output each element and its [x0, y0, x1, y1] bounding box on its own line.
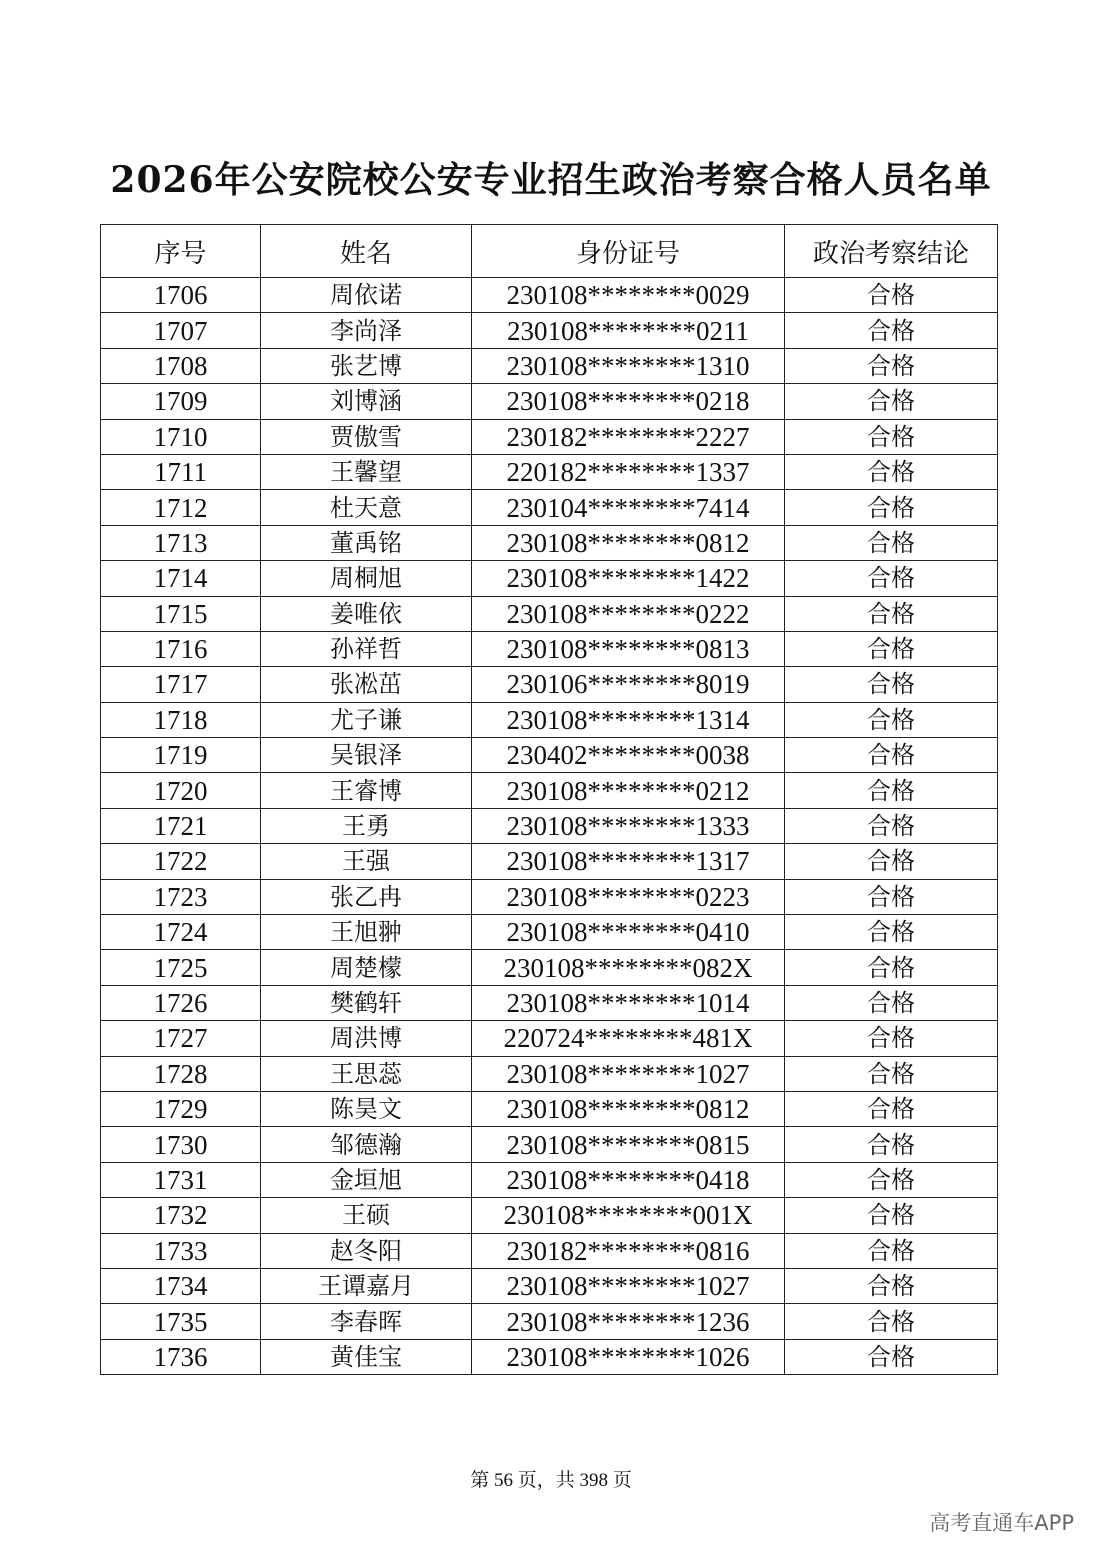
- cell-serial-number: 1707: [101, 313, 261, 348]
- cell-name: 周依诺: [261, 278, 472, 313]
- table-row: [101, 631, 998, 666]
- cell-political-review-result: 合格: [785, 1021, 998, 1056]
- cell-serial-number: 1715: [101, 596, 261, 631]
- cell-serial-number: 1706: [101, 278, 261, 313]
- table-row: [101, 1127, 998, 1162]
- cell-serial-number: 1719: [101, 738, 261, 773]
- cell-id-number: 230108********082X: [472, 950, 785, 985]
- table-row: [101, 667, 998, 702]
- cell-serial-number: 1736: [101, 1339, 261, 1374]
- cell-name: 张凇茁: [261, 667, 472, 702]
- table-row: [101, 1091, 998, 1126]
- cell-name: 赵冬阳: [261, 1233, 472, 1268]
- header-name: 姓名: [261, 225, 472, 278]
- table-row: [101, 1233, 998, 1268]
- cell-name: 黄佳宝: [261, 1339, 472, 1374]
- cell-name: 吴银泽: [261, 738, 472, 773]
- cell-name: 尤子谦: [261, 702, 472, 737]
- cell-name: 金垣旭: [261, 1162, 472, 1197]
- cell-serial-number: 1729: [101, 1091, 261, 1126]
- cell-name: 杜天意: [261, 490, 472, 525]
- cell-political-review-result: 合格: [785, 738, 998, 773]
- cell-political-review-result: 合格: [785, 1198, 998, 1233]
- cell-political-review-result: 合格: [785, 525, 998, 560]
- cell-id-number: 230108********0218: [472, 384, 785, 419]
- cell-id-number: 230104********7414: [472, 490, 785, 525]
- page-number: 第 56 页，共 398 页: [470, 1470, 632, 1491]
- table-row: [101, 1056, 998, 1091]
- header-political-review-result: 政治考察结论: [785, 225, 998, 278]
- cell-political-review-result: 合格: [785, 808, 998, 843]
- cell-id-number: 230182********0816: [472, 1233, 785, 1268]
- cell-serial-number: 1716: [101, 631, 261, 666]
- cell-political-review-result: 合格: [785, 1304, 998, 1339]
- cell-serial-number: 1731: [101, 1162, 261, 1197]
- cell-serial-number: 1723: [101, 879, 261, 914]
- cell-serial-number: 1733: [101, 1233, 261, 1268]
- table-row: [101, 844, 998, 879]
- table-row: [101, 454, 998, 489]
- cell-political-review-result: 合格: [785, 419, 998, 454]
- cell-name: 姜唯依: [261, 596, 472, 631]
- cell-id-number: 230108********0815: [472, 1127, 785, 1162]
- cell-serial-number: 1721: [101, 808, 261, 843]
- table-row: [101, 348, 998, 383]
- cell-name: 王思蕊: [261, 1056, 472, 1091]
- header-id-number: 身份证号: [472, 225, 785, 278]
- table-row: [101, 384, 998, 419]
- cell-serial-number: 1725: [101, 950, 261, 985]
- cell-political-review-result: 合格: [785, 1162, 998, 1197]
- cell-political-review-result: 合格: [785, 384, 998, 419]
- cell-political-review-result: 合格: [785, 631, 998, 666]
- cell-name: 邹德瀚: [261, 1127, 472, 1162]
- cell-political-review-result: 合格: [785, 596, 998, 631]
- cell-name: 周桐旭: [261, 561, 472, 596]
- cell-serial-number: 1724: [101, 915, 261, 950]
- cell-name: 张乙冉: [261, 879, 472, 914]
- table-body: [101, 278, 998, 1375]
- cell-political-review-result: 合格: [785, 1056, 998, 1091]
- cell-id-number: 230108********0418: [472, 1162, 785, 1197]
- cell-id-number: 230108********0812: [472, 525, 785, 560]
- cell-political-review-result: 合格: [785, 879, 998, 914]
- cell-id-number: 230108********1027: [472, 1056, 785, 1091]
- table-row: [101, 1268, 998, 1303]
- cell-name: 王睿博: [261, 773, 472, 808]
- cell-serial-number: 1718: [101, 702, 261, 737]
- cell-political-review-result: 合格: [785, 561, 998, 596]
- cell-id-number: 230108********1422: [472, 561, 785, 596]
- cell-serial-number: 1722: [101, 844, 261, 879]
- cell-id-number: 230108********1236: [472, 1304, 785, 1339]
- cell-id-number: 230108********0813: [472, 631, 785, 666]
- cell-id-number: 230108********0223: [472, 879, 785, 914]
- cell-id-number: 230108********0410: [472, 915, 785, 950]
- cell-name: 王勇: [261, 808, 472, 843]
- table-row: [101, 879, 998, 914]
- cell-id-number: 230108********1310: [472, 348, 785, 383]
- cell-id-number: 230182********2227: [472, 419, 785, 454]
- cell-political-review-result: 合格: [785, 313, 998, 348]
- cell-id-number: 230402********0038: [472, 738, 785, 773]
- table-row: [101, 738, 998, 773]
- cell-serial-number: 1713: [101, 525, 261, 560]
- table-row: [101, 596, 998, 631]
- cell-serial-number: 1727: [101, 1021, 261, 1056]
- cell-political-review-result: 合格: [785, 454, 998, 489]
- cell-name: 李春晖: [261, 1304, 472, 1339]
- cell-id-number: 230108********0222: [472, 596, 785, 631]
- table-row: [101, 525, 998, 560]
- cell-political-review-result: 合格: [785, 915, 998, 950]
- cell-serial-number: 1734: [101, 1268, 261, 1303]
- cell-id-number: 230108********0211: [472, 313, 785, 348]
- cell-name: 周楚檬: [261, 950, 472, 985]
- cell-name: 刘博涵: [261, 384, 472, 419]
- cell-political-review-result: 合格: [785, 667, 998, 702]
- cell-political-review-result: 合格: [785, 773, 998, 808]
- cell-name: 王强: [261, 844, 472, 879]
- cell-name: 王硕: [261, 1198, 472, 1233]
- cell-serial-number: 1717: [101, 667, 261, 702]
- table-row: [101, 915, 998, 950]
- cell-serial-number: 1730: [101, 1127, 261, 1162]
- cell-serial-number: 1732: [101, 1198, 261, 1233]
- cell-serial-number: 1708: [101, 348, 261, 383]
- cell-name: 王馨望: [261, 454, 472, 489]
- cell-id-number: 230108********0812: [472, 1091, 785, 1126]
- cell-serial-number: 1709: [101, 384, 261, 419]
- table-row: [101, 490, 998, 525]
- table-row: [101, 773, 998, 808]
- cell-id-number: 230108********1027: [472, 1268, 785, 1303]
- cell-id-number: 230106********8019: [472, 667, 785, 702]
- cell-political-review-result: 合格: [785, 985, 998, 1020]
- cell-political-review-result: 合格: [785, 1091, 998, 1126]
- table-row: [101, 1021, 998, 1056]
- cell-name: 樊鹤轩: [261, 985, 472, 1020]
- table-row: [101, 561, 998, 596]
- table-row: [101, 808, 998, 843]
- cell-serial-number: 1710: [101, 419, 261, 454]
- cell-id-number: 220182********1337: [472, 454, 785, 489]
- table-row: [101, 1162, 998, 1197]
- table-row: [101, 1198, 998, 1233]
- cell-political-review-result: 合格: [785, 702, 998, 737]
- watermark: 高考直通车APP: [929, 1511, 1074, 1535]
- table-row: [101, 313, 998, 348]
- cell-id-number: 230108********0029: [472, 278, 785, 313]
- cell-name: 周洪博: [261, 1021, 472, 1056]
- cell-name: 陈昊文: [261, 1091, 472, 1126]
- cell-political-review-result: 合格: [785, 1127, 998, 1162]
- cell-id-number: 230108********1014: [472, 985, 785, 1020]
- cell-serial-number: 1711: [101, 454, 261, 489]
- cell-serial-number: 1714: [101, 561, 261, 596]
- cell-political-review-result: 合格: [785, 1233, 998, 1268]
- cell-id-number: 230108********1026: [472, 1339, 785, 1374]
- cell-political-review-result: 合格: [785, 1339, 998, 1374]
- cell-name: 张艺博: [261, 348, 472, 383]
- table-row: [101, 985, 998, 1020]
- cell-political-review-result: 合格: [785, 844, 998, 879]
- cell-political-review-result: 合格: [785, 278, 998, 313]
- roster-table: [100, 224, 998, 1375]
- table-row: [101, 419, 998, 454]
- cell-name: 王旭翀: [261, 915, 472, 950]
- cell-id-number: 230108********1317: [472, 844, 785, 879]
- cell-serial-number: 1735: [101, 1304, 261, 1339]
- cell-name: 李尚泽: [261, 313, 472, 348]
- cell-serial-number: 1728: [101, 1056, 261, 1091]
- cell-political-review-result: 合格: [785, 348, 998, 383]
- table-row: [101, 278, 998, 313]
- cell-id-number: 230108********0212: [472, 773, 785, 808]
- cell-serial-number: 1720: [101, 773, 261, 808]
- page-title: 2026年公安院校公安专业招生政治考察合格人员名单: [110, 159, 992, 201]
- table-row: [101, 1304, 998, 1339]
- cell-serial-number: 1712: [101, 490, 261, 525]
- cell-serial-number: 1726: [101, 985, 261, 1020]
- cell-id-number: 230108********001X: [472, 1198, 785, 1233]
- table-row: [101, 950, 998, 985]
- cell-id-number: 230108********1333: [472, 808, 785, 843]
- cell-name: 孙祥哲: [261, 631, 472, 666]
- cell-political-review-result: 合格: [785, 950, 998, 985]
- cell-name: 王谭嘉月: [261, 1268, 472, 1303]
- header-row: [101, 225, 998, 278]
- cell-id-number: 220724********481X: [472, 1021, 785, 1056]
- cell-name: 董禹铭: [261, 525, 472, 560]
- table-row: [101, 1339, 998, 1374]
- cell-political-review-result: 合格: [785, 1268, 998, 1303]
- table-header: [101, 225, 998, 278]
- header-serial-number: 序号: [101, 225, 261, 278]
- cell-name: 贾傲雪: [261, 419, 472, 454]
- cell-id-number: 230108********1314: [472, 702, 785, 737]
- cell-political-review-result: 合格: [785, 490, 998, 525]
- table-row: [101, 702, 998, 737]
